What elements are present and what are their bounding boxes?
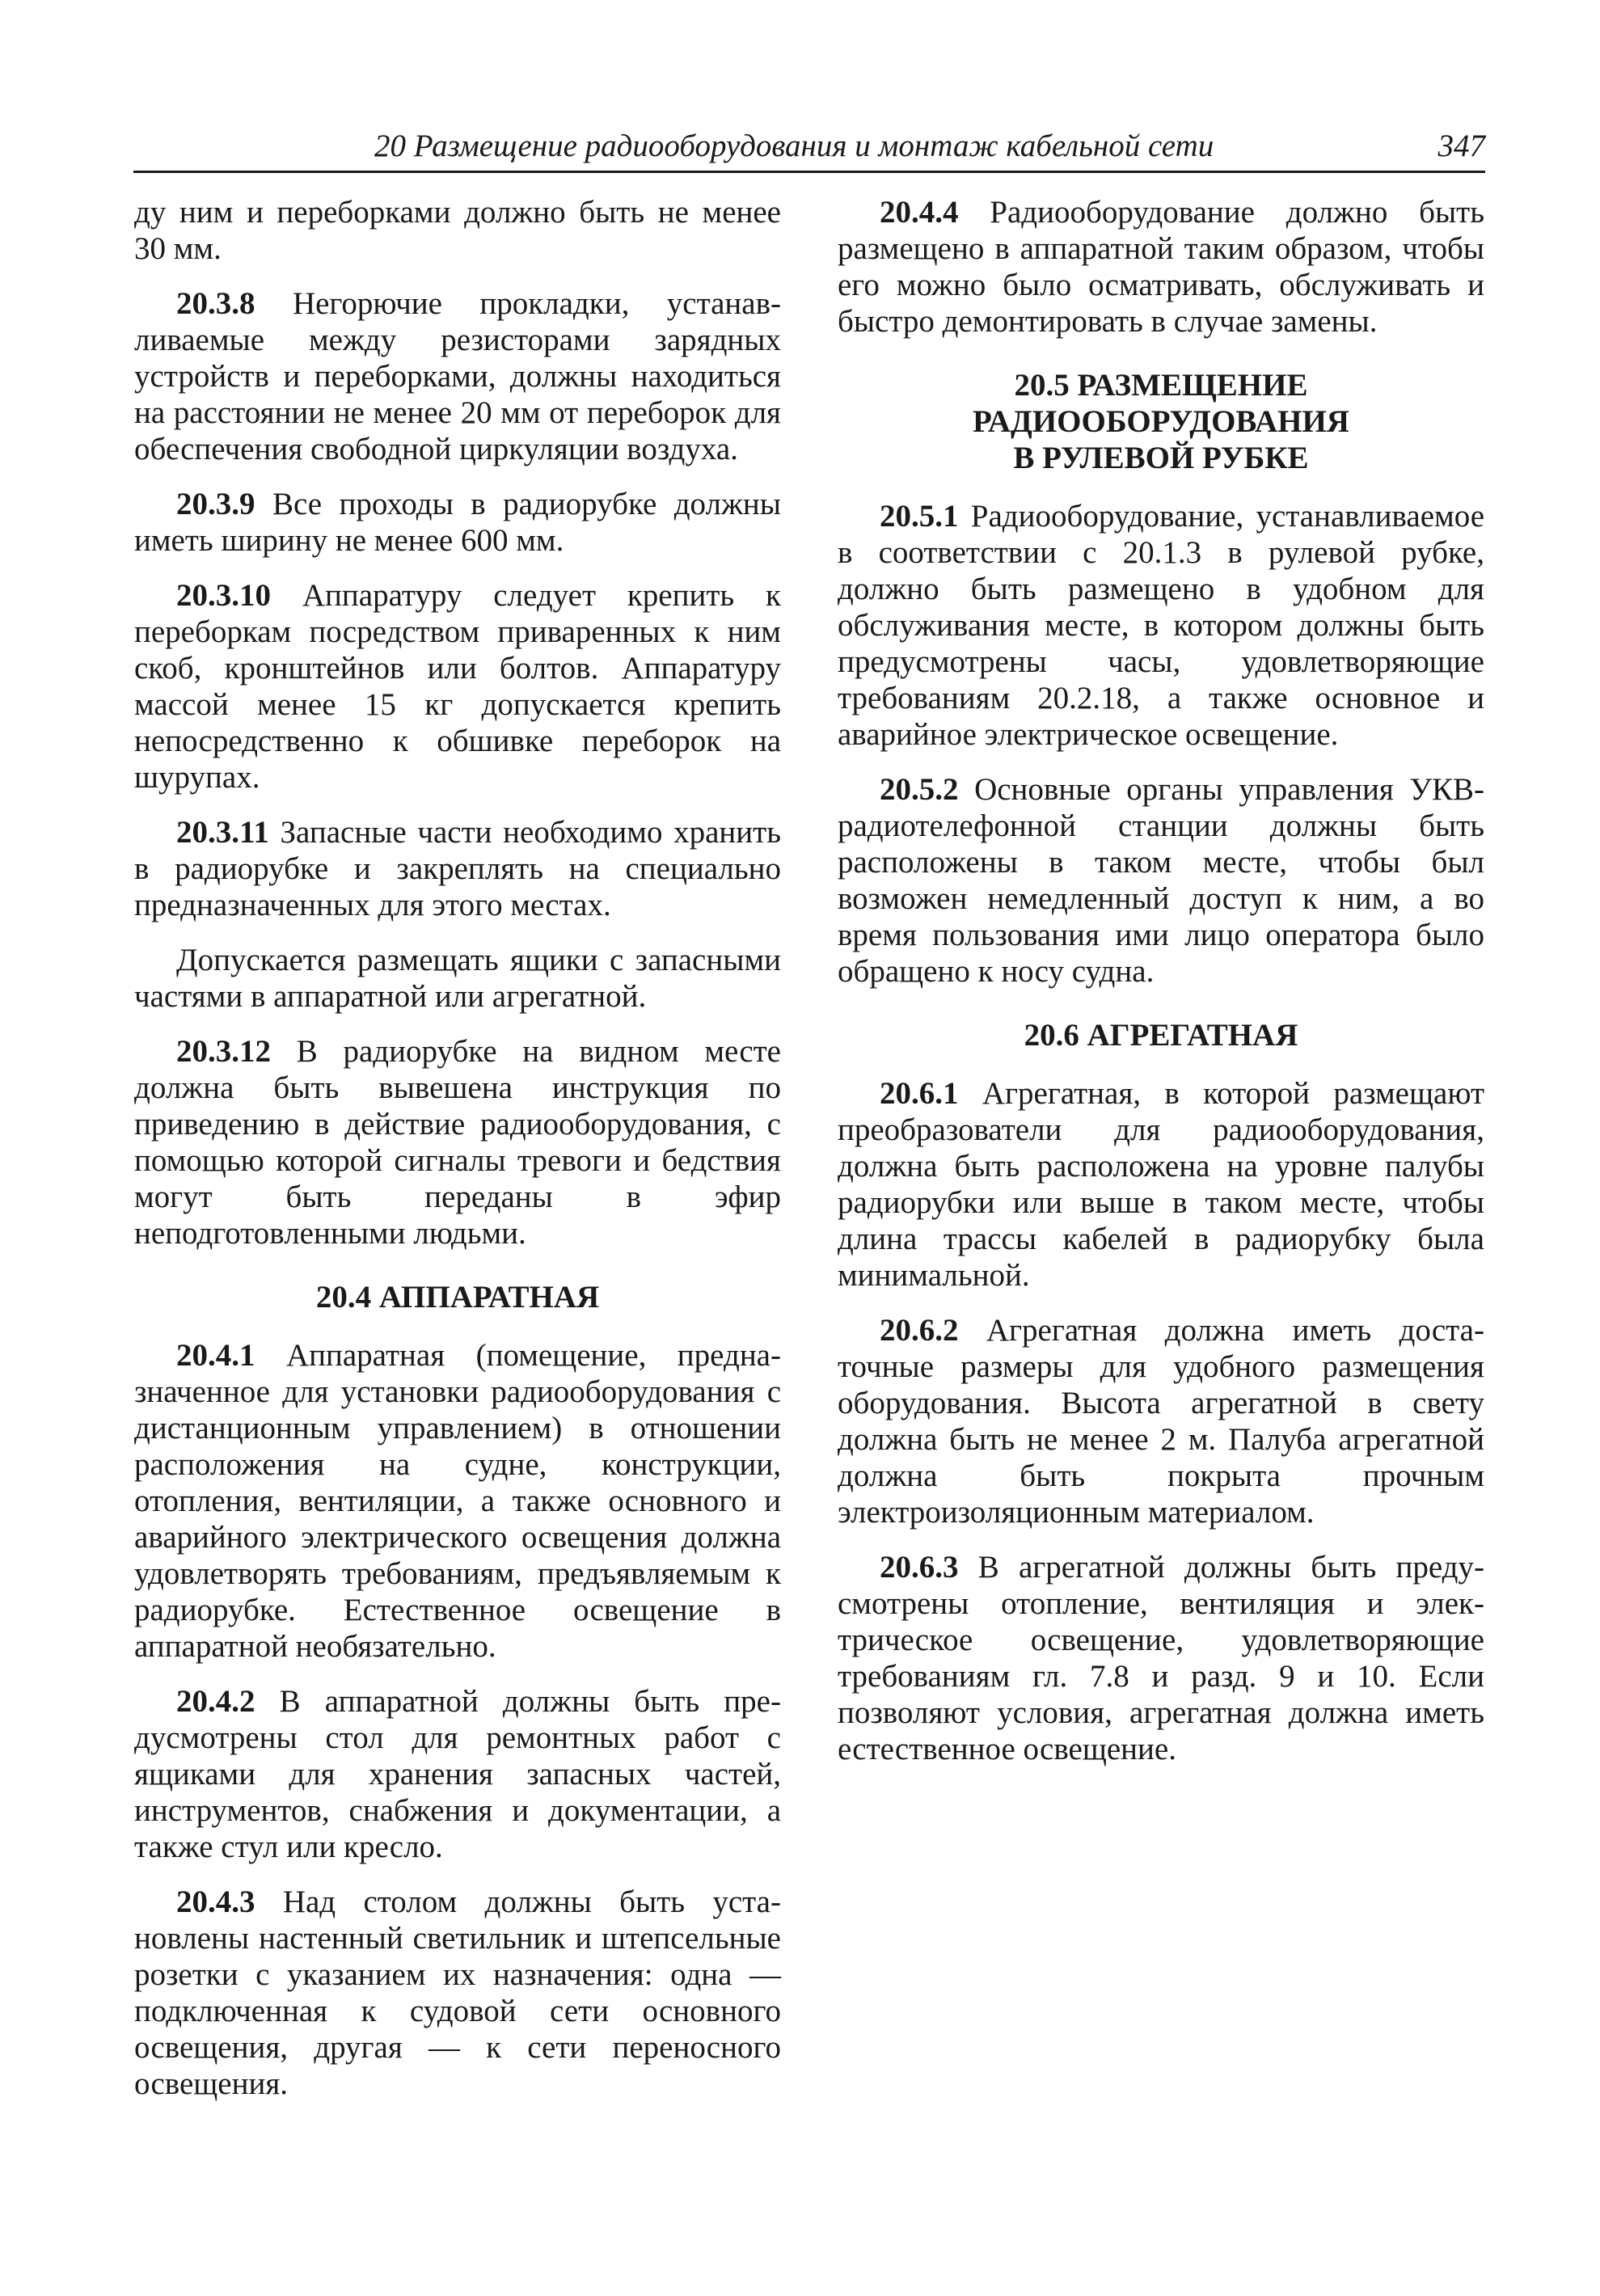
clause-number: 20.4.1 — [176, 1338, 255, 1373]
paragraph-20-3-9 — [134, 486, 781, 559]
clause-number: 20.6.2 — [880, 1313, 959, 1348]
paragraph-20-3-12 — [134, 1033, 781, 1251]
header-rule — [133, 171, 1485, 173]
clause-text: Аппаратная (помещение, предназначенное для установки радиооборудования с дистанционным управлением) в отношении расположения на судне, конструкции, отопления, вентиляции, а также основного и аварийного электрического освещения должна удовлетворять требованиям, предъявляемым к радиорубке. Естественное освещение в аппаратной необязательно. — [134, 1338, 781, 1664]
clause-number: 20.3.8 — [176, 286, 255, 321]
clause-number: 20.6.3 — [880, 1550, 959, 1585]
section-heading-20-4: 20.4 АППАРАТНАЯ — [315, 1280, 600, 1315]
paragraph-20-6-1 — [838, 1075, 1484, 1294]
clause-number: 20.3.9 — [176, 487, 255, 521]
left-column — [134, 194, 781, 2121]
paragraph-20-4-1 — [134, 1337, 781, 1665]
clause-text: Негорючие прокладки, устанавливаемые между резисторами зарядных устройств и переборками, должны находиться на расстоянии не менее 20 мм от переборок для обеспечения свободной циркуляции воздуха. — [134, 286, 781, 466]
clause-text: В агрегатной должны быть предусмотрены отопление, вентиляция и электрическое освещение, удовлетворяющие требованиям гл. 7.8 и разд. 9 и 10. Если позволяют условия, агрегатная должна иметь естественное освещение. — [838, 1550, 1484, 1766]
clause-number: 20.4.4 — [880, 195, 959, 230]
running-title: 20 Размещение радиооборудования и монтаж кабельной сети — [374, 129, 1214, 163]
page-header — [133, 121, 1485, 171]
paragraph-20-5-2 — [838, 771, 1484, 990]
paragraph-20-3-11-b: Допускается размещать ящики с запасными частями в аппаратной или агрегатной. — [134, 943, 781, 1014]
paragraph-20-4-3 — [134, 1884, 781, 2102]
heading-line: РАДИООБОРУДОВАНИЯ — [973, 404, 1349, 439]
clause-text: Все проходы в радиорубке должны иметь ширину не менее 600 мм. — [134, 487, 781, 558]
paragraph-20-3-10 — [134, 577, 781, 796]
paragraph-20-6-3 — [838, 1549, 1484, 1767]
clause-text: В аппаратной должны быть предусмотрены стол для ремонтных работ с ящиками для хранения запасных частей, инструментов, снабжения и документации, а также стул или кресло. — [134, 1684, 781, 1864]
clause-number: 20.5.2 — [880, 772, 959, 807]
clause-text: В радиорубке на видном месте должна быть вывешена инструкция по приведению в действие радиооборудования, с помощью которой сигналы тревоги и бедствия могут быть переданы в эфир неподготовленными людьми. — [134, 1034, 781, 1251]
right-column — [838, 194, 1484, 1786]
clause-text: Агрегатная должна иметь достаточные размеры для удобного размещения оборудования. Высота агрегатной в свету должна быть не менее 2 м. Палуба агрегатной должна быть покрыта прочным электроизоляционным материалом. — [838, 1313, 1484, 1530]
heading-line: 20.5 РАЗМЕЩЕНИЕ — [1014, 368, 1308, 403]
clause-text: Запасные части необходимо хранить в радиорубке и закреплять на специально предназначенных для этого местах. — [134, 815, 781, 922]
clause-number: 20.3.11 — [176, 815, 269, 850]
clause-text: Над столом должны быть установлены настенный светильник и штепсельные розетки с указанием их назначения: одна — подключенная к судовой сети основного освещения, другая — к сети переносного освещения. — [134, 1884, 781, 2101]
clause-number: 20.4.2 — [176, 1684, 255, 1719]
clause-text: Аппаратуру следует крепить к переборкам посредством приваренных к ним скоб, кронштейнов или болтов. Аппаратуру массой менее 15 кг допускается крепить непосредственно к обшивке переборок на шурупах. — [134, 578, 781, 795]
paragraph-20-3-8 — [134, 285, 781, 467]
paragraph-20-4-2 — [134, 1683, 781, 1865]
heading-line: В РУЛЕВОЙ РУБКЕ — [1013, 441, 1309, 475]
clause-text: Радиооборудование, устанавливаемое в соответствии с 20.1.3 в рулевой рубке, должно быть размещено в удобном для обслуживания месте, в котором должны быть предусмотрены часы, удовлетворяющие требованиям 20.2.18, а также основное и аварийное электрическое освещение. — [838, 499, 1484, 752]
clause-number: 20.6.1 — [880, 1076, 959, 1111]
clause-number: 20.4.3 — [176, 1884, 255, 1919]
paragraph-20-6-2 — [838, 1312, 1484, 1530]
paragraph-20-4-4 — [838, 194, 1484, 340]
clause-number: 20.3.12 — [176, 1034, 271, 1069]
clause-text: Радиооборудование должно быть размещено в аппаратной таким образом, чтобы его можно было осматривать, обслуживать и быстро демонтировать в случае замены. — [838, 195, 1484, 339]
clause-text: Основные органы управления УКВ-радиотелефонной станции должны быть расположены в таком месте, чтобы был возможен немедленный доступ к ним, а во время пользования ими лицо оператора было обращено к носу судна. — [838, 772, 1484, 989]
paragraph-20-3-11 — [134, 814, 781, 923]
clause-text: Агрегатная, в которой размещают преобразователи для радиооборудования, должна быть расположена на уровне палубы радиорубки или выше в таком месте, чтобы длина трассы кабелей в радиорубку была минимальной. — [838, 1076, 1484, 1293]
clause-number: 20.5.1 — [880, 499, 959, 534]
paragraph-20-5-1 — [838, 498, 1484, 753]
section-heading-20-5 — [838, 367, 1484, 476]
clause-number: 20.3.10 — [176, 578, 271, 613]
paragraph-continued: ду ним и переборками должно быть не менее 30 мм. — [134, 195, 781, 266]
page-number: 347 — [1437, 129, 1485, 163]
section-heading-20-6: 20.6 АГРЕГАТНАЯ — [1024, 1018, 1298, 1053]
